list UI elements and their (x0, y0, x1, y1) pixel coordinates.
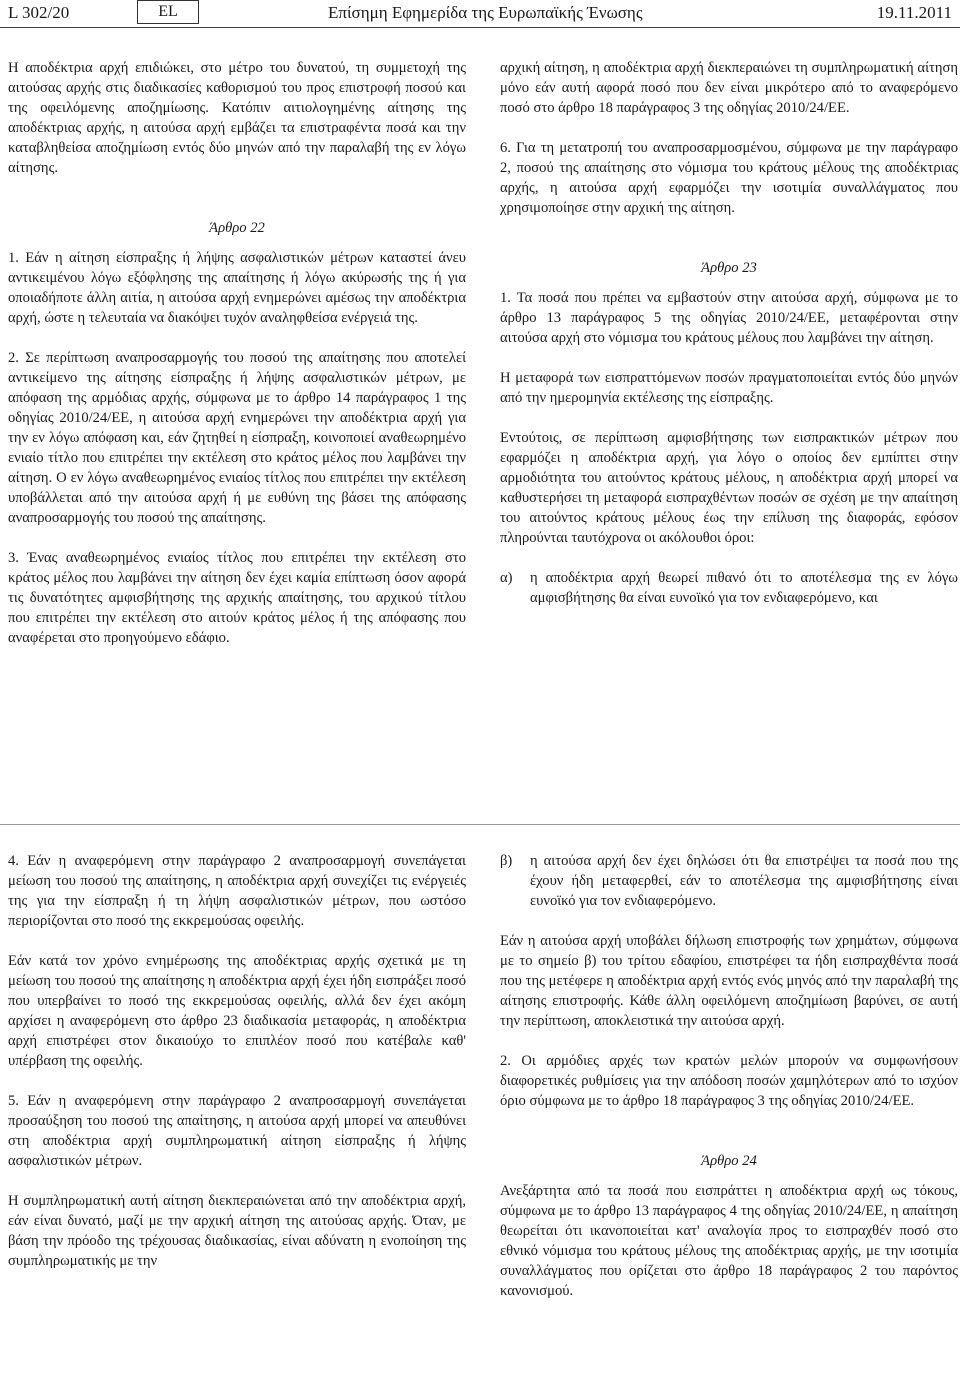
page-reference: L 302/20 (8, 3, 70, 22)
paragraph: 5. Εάν η αναφερόμενη στην παράγραφο 2 αναπροσαρμογή συνεπάγεται προσαύξηση του ποσού της απαίτησης, η αιτούσα αρχή μπορεί να απευθύνει στη αποδέκτρια αρχή συμπληρωματική αίτηση είσπραξης ή λήψης ασφαλιστικών μέτρων. (8, 1093, 466, 1169)
list-item-text: η αιτούσα αρχή δεν έχει δηλώσει ότι θα επιστρέψει τα ποσά που της έχουν ήδη μεταφερθεί, εάν το αποτέλεσμα της αμφισβήτησης είναι ευνοϊκό για τον ενδιαφερόμενο. (530, 853, 958, 909)
paragraph: Εάν η αιτούσα αρχή υποβάλει δήλωση επιστροφής των χρημάτων, σύμφωνα με το σημείο β) του τρίτου εδαφίου, επιστρέφει τα ήδη εισπραχθέντα ποσά που της μετέφερε η αποδέκτρια αρχή εντός ενός μηνός από την παραλαβή της αίτησης επιστροφής. Κάθε άλλη οφειλόμενη αποζημίωση βαρύνει, σε αυτή την περίπτωση, αποκλειστικά την αιτούσα αρχή. (500, 933, 958, 1029)
top-right-column (500, 58, 958, 608)
paragraph: Εντούτοις, σε περίπτωση αμφισβήτησης των εισπρακτικών μέτρων που εφαρμόζει η αποδέκτρια αρχή, για λόγο ο οποίος δεν εμπίπτει στην αρμοδιότητα του αιτούντος κράτους μέλους, η αποδέκτρια αρχή μπορεί να καθυστερήσει τη μεταφορά εισπραχθέντων ποσών σε σχέση με την απαίτηση του αιτούντος κράτους μέλους έως την επίλυση της διαφοράς, εφόσον πληρούνται ταυτόχρονα οι ακόλουθοι όροι: (500, 430, 958, 546)
paragraph: 3. Ένας αναθεωρημένος ενιαίος τίτλος που επιτρέπει την εκτέλεση στο κράτος μέλος που λαμβάνει την αίτηση δεν έχει καμία επίπτωση όσον αφορά τις δυνατότητες αμφισβήτησης της αρχικής απαίτησης, του αρχικού τίτλου που επιτρέπει την εκτέλεση στο αιτούν κράτος μέλος ή της απόφασης που αναφέρεται στο προηγούμενο εδάφιο. (8, 550, 466, 646)
paragraph: 2. Σε περίπτωση αναπροσαρμογής του ποσού της απαίτησης που αποτελεί αντικείμενο της αίτησης είσπραξης ή λήψης ασφαλιστικών μέτρων, με απόφαση της αρμόδιας αρχής, σύμφωνα με το άρθρο 14 παράγραφος 1 της οδηγίας 2010/24/ΕΕ, η αιτούσα αρχή ενημερώνει την αποδέκτρια αρχή για την εν λόγω απόφαση και, εάν ζητηθεί η είσπραξη, κοινοποιεί αναθεωρημένο ενιαίο τίτλο που επιτρέπει την εκτέλεση στο κράτος μέλος που λαμβάνει την αίτηση. Ο εν λόγω αναθεωρημένος ενιαίος τίτλος που επιτρέπει την εκτέλεση υποβάλλεται από την αιτούσα αρχή ή με ευθύνη της βάσει της απόφασης αναπροσαρμογής του ποσού της απαίτησης. (8, 350, 466, 526)
bottom-left-column (8, 851, 466, 1271)
list-item (500, 568, 958, 608)
paragraph: Η αποδέκτρια αρχή επιδιώκει, στο μέτρο του δυνατού, τη συμμετοχή της αιτούσας αρχής στις διαδικασίες καθορισμού του προς επιστροφή ποσού και της οφειλόμενης αποζημίωσης. Κατόπιν αιτιολογημένης αίτησης της αποδέκτριας αρχής, η αιτούσα αρχή εμβάζει τα επιστραφέντα ποσά και την καταβληθείσα αποζημίωση εντός δύο μηνών από την παραλαβή της εν λόγω αίτησης. (8, 60, 466, 176)
list-item-text: η αποδέκτρια αρχή θεωρεί πιθανό ότι το αποτέλεσμα της εν λόγω αμφισβήτησης θα είναι ευνοϊκό για τον ενδιαφερόμενο, και (530, 570, 958, 606)
paragraph: Εάν κατά τον χρόνο ενημέρωσης της αποδέκτριας αρχής σχετικά με τη μείωση του ποσού της απαίτησης η αποδέκτρια αρχή έχει ήδη εισπράξει ποσό που υπερβαίνει το ποσό της εκκρεμούσας οφειλής, αλλά δεν έχει ακόμη αρχίσει η αναφερόμενη στο άρθρο 23 διαδικασία μεταφοράς, η αποδέκτρια αρχή επιστρέφει στον δικαιούχο το επιπλέον ποσό που κατέβαλε καθ' υπέρβαση της οφειλής. (8, 953, 466, 1069)
paragraph: 1. Τα ποσά που πρέπει να εμβαστούν στην αιτούσα αρχή, σύμφωνα με το άρθρο 13 παράγραφος 5 της οδηγίας 2010/24/ΕΕ, μεταφέρονται στην αιτούσα αρχή στο νόμισμα του κράτους μέλους που λαμβάνει την αίτηση. (500, 290, 958, 346)
paragraph: 1. Εάν η αίτηση είσπραξης ή λήψης ασφαλιστικών μέτρων καταστεί άνευ αντικειμένου λόγω εξόφλησης της απαίτησης ή λόγω ακύρωσής της ή για οποιαδήποτε άλλη αιτία, η αιτούσα αρχή ενημερώνει αμέσως την αποδέκτρια αρχή, ώστε η τελευταία να διακόψει τυχόν αναληφθείσα ενέργειά της. (8, 250, 466, 326)
top-left-column (8, 58, 466, 648)
paragraph: Η συμπληρωματική αυτή αίτηση διεκπεραιώνεται από την αποδέκτρια αρχή, εάν είναι δυνατό, μαζί με την αρχική αίτηση της αιτούσας αρχής. Όταν, με βάση την πρόοδο της τρέχουσας διαδικασίας, είναι αδύνατη η ενοποίηση της συμπληρωματικής με την (8, 1193, 466, 1269)
paragraph: αρχική αίτηση, η αποδέκτρια αρχή διεκπεραιώνει τη συμπληρωματική αίτηση μόνο εάν αυτή αφορά ποσό που δεν είναι μικρότερο από το αναφερόμενο ποσό στο άρθρο 18 παράγραφος 3 της οδηγίας 2010/24/ΕΕ. (500, 60, 958, 116)
article-heading: Άρθρο 24 (701, 1153, 757, 1169)
paragraph: 6. Για τη μετατροπή του αναπροσαρμοσμένου, σύμφωνα με την παράγραφο 2, ποσού της απαίτησης στο νόμισμα του κράτους μέλους της αποδέκτριας αρχής, η αιτούσα αρχή εφαρμόζει την ισοτιμία συναλλάγματος που χρησιμοποίησε στην αρχική της αίτηση. (500, 140, 958, 216)
page-header (0, 0, 960, 34)
paragraph: Ανεξάρτητα από τα ποσά που εισπράττει η αποδέκτρια αρχή ως τόκους, σύμφωνα με το άρθρο 13 παράγραφος 4 της οδηγίας 2010/24/ΕΕ, η απαίτηση θεωρείται ότι ικανοποιείται κατ' αναλογία προς το εισπραχθέν ποσό στο εθνικό νόμισμα του κράτους μέλους της αποδέκτριας αρχής, με την ισοτιμία συναλλάγματος που ορίζεται στο άρθρο 18 παράγραφος 2 του παρόντος κανονισμού. (500, 1183, 958, 1299)
article-heading: Άρθρο 23 (701, 260, 757, 276)
list-item (500, 851, 958, 911)
list-item-label: α) (500, 570, 513, 586)
section-divider (0, 824, 960, 825)
paragraph: Η μεταφορά των εισπραττόμενων ποσών πραγματοποιείται εντός δύο μηνών από την ημερομηνία εκτέλεσης της είσπραξης. (500, 370, 958, 406)
journal-title: Επίσημη Εφημερίδα της Ευρωπαϊκής Ένωσης (328, 3, 643, 22)
paragraph: 4. Εάν η αναφερόμενη στην παράγραφο 2 αναπροσαρμογή συνεπάγεται μείωση του ποσού της απαίτησης, η αποδέκτρια αρχή συνεχίζει τις ενέργειές της για την είσπραξη ή τη λήψη ασφαλιστικών μέτρων, που ωστόσο περιορίζονται στο ποσό της εκκρεμούσας οφειλής. (8, 853, 466, 929)
paragraph: 2. Οι αρμόδιες αρχές των κρατών μελών μπορούν να συμφωνήσουν διαφορετικές ρυθμίσεις για την απόδοση ποσών χαμηλότερων από το ισχύον όριο σύμφωνα με το άρθρο 18 παράγραφος 3 της οδηγίας 2010/24/ΕΕ. (500, 1053, 958, 1109)
list-item-label: β) (500, 853, 513, 869)
publication-date: 19.11.2011 (876, 3, 952, 22)
header-rule (0, 27, 960, 28)
article-heading: Άρθρο 22 (209, 220, 265, 236)
bottom-right-column (500, 851, 958, 1301)
language-code-box: EL (137, 0, 199, 24)
